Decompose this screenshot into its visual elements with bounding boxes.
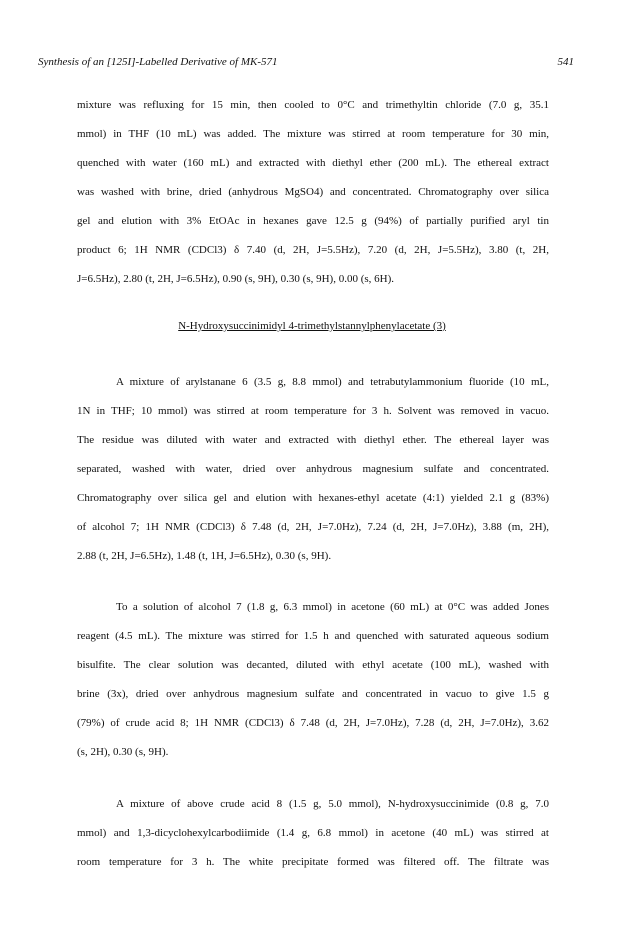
paragraph3-line-6: (s, 2H), 0.30 (s, 9H). — [77, 746, 169, 758]
paragraph3-line-4: brine (3x), dried over anhydrous magnesium sulfate and concentrated in vacuo to give 1.5 g — [77, 688, 549, 700]
paragraph4-line-1: A mixture of above crude acid 8 (1.5 g, 5.0 mmol), N-hydroxysuccinimide (0.8 g, 7.0 — [116, 798, 549, 810]
paragraph2-line-3: The residue was diluted with water and extracted with diethyl ether. The ethereal layer was — [77, 434, 549, 446]
paragraph4-line-2: mmol) and 1,3-dicyclohexylcarbodiimide (1.4 g, 6.8 mmol) in acetone (40 mL) was stirred at — [77, 827, 549, 839]
paragraph2-line-1: A mixture of arylstanane 6 (3.5 g, 8.8 mmol) and tetrabutylammonium fluoride (10 mL, — [116, 376, 549, 388]
paragraph3-line-5: (79%) of crude acid 8; 1H NMR (CDCl3) δ 7.48 (d, 2H, J=7.0Hz), 7.28 (d, 2H, J=7.0Hz), 3.62 — [77, 717, 549, 729]
paragraph1-line-2: mmol) in THF (10 mL) was added. The mixture was stirred at room temperature for 30 min, — [77, 128, 549, 140]
running-head-title: Synthesis of an [125I]-Labelled Derivative of MK-571 — [38, 56, 278, 68]
paragraph4-line-3: room temperature for 3 h. The white precipitate formed was filtered off. The filtrate was — [77, 856, 549, 868]
paragraph2-line-2: 1N in THF; 10 mmol) was stirred at room temperature for 3 h. Solvent was removed in vacuo. — [77, 405, 549, 417]
paragraph2-line-4: separated, washed with water, dried over anhydrous magnesium sulfate and concentrated. — [77, 463, 549, 475]
page-number: 541 — [557, 56, 574, 68]
paragraph3-line-1: To a solution of alcohol 7 (1.8 g, 6.3 mmol) in acetone (60 mL) at 0°C was added Jones — [116, 601, 549, 613]
section-heading: N-Hydroxysuccinimidyl 4-trimethylstannylphenylacetate (3) — [178, 320, 446, 332]
paragraph3-line-2: reagent (4.5 mL). The mixture was stirred for 1.5 h and quenched with saturated aqueous sodium — [77, 630, 549, 642]
paragraph2-line-6: of alcohol 7; 1H NMR (CDCl3) δ 7.48 (d, 2H, J=7.0Hz), 7.24 (d, 2H, J=7.0Hz), 3.88 (m, 2H), — [77, 521, 549, 533]
paragraph2-line-7: 2.88 (t, 2H, J=6.5Hz), 1.48 (t, 1H, J=6.5Hz), 0.30 (s, 9H). — [77, 550, 332, 562]
paragraph1-line-6: product 6; 1H NMR (CDCl3) δ 7.40 (d, 2H, J=5.5Hz), 7.20 (d, 2H, J=5.5Hz), 3.80 (t, 2H, — [77, 244, 549, 256]
paragraph1-line-1: mixture was refluxing for 15 min, then cooled to 0°C and trimethyltin chloride (7.0 g, 35.1 — [77, 99, 549, 111]
paragraph1-line-3: quenched with water (160 mL) and extracted with diethyl ether (200 mL). The ethereal extract — [77, 157, 549, 169]
paragraph1-line-7: J=6.5Hz), 2.80 (t, 2H, J=6.5Hz), 0.90 (s, 9H), 0.30 (s, 9H), 0.00 (s, 6H). — [77, 273, 395, 285]
paragraph2-line-5: Chromatography over silica gel and elution with hexanes-ethyl acetate (4:1) yielded 2.1 g (83%) — [77, 492, 549, 504]
paragraph1-line-5: gel and elution with 3% EtOAc in hexanes gave 12.5 g (94%) of partially purified aryl tin — [77, 215, 549, 227]
running-head — [38, 56, 574, 74]
paragraph1-line-4: was washed with brine, dried (anhydrous MgSO4) and concentrated. Chromatography over silica — [77, 186, 549, 198]
paragraph3-line-3: bisulfite. The clear solution was decanted, diluted with ethyl acetate (100 mL), washed with — [77, 659, 549, 671]
